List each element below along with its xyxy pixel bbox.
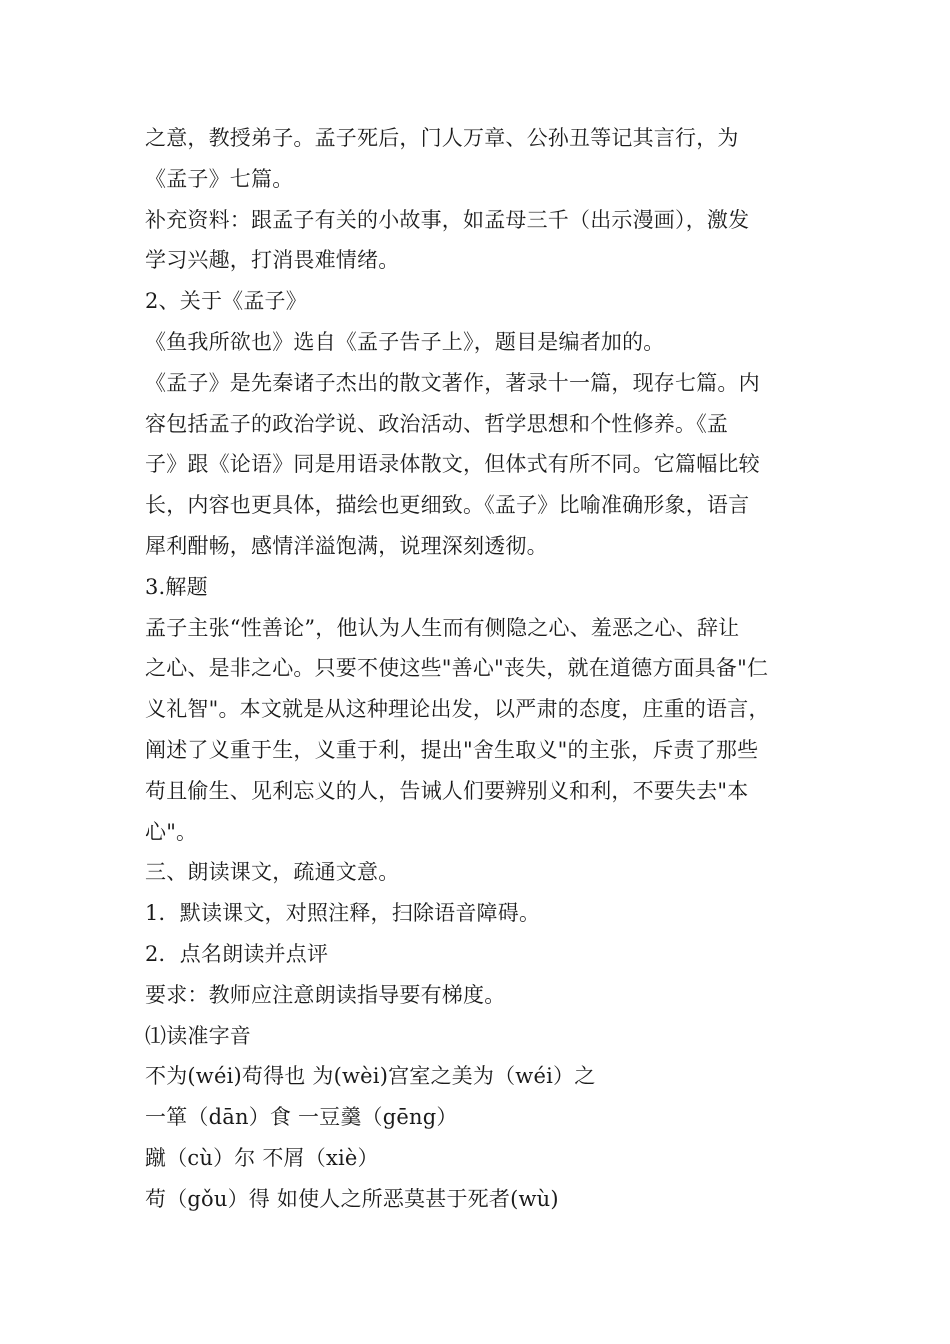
text-line: 《孟子》七篇。 xyxy=(145,166,294,191)
text-line: 学习兴趣，打消畏难情绪。 xyxy=(145,248,400,273)
pronunciation-line: 一箪（dān）食 一豆羹（gēng） xyxy=(145,1105,458,1130)
list-item: 1．默读课文，对照注释，扫除语音障碍。 xyxy=(145,901,541,926)
pronunciation-line: 不为(wéi)苟得也 为(wèi)宫室之美为（wéi）之 xyxy=(145,1064,596,1089)
text-line: 苟且偷生、见利忘义的人，告诫人们要辨别义和利，不要失去"本 xyxy=(145,778,749,803)
text-line: 要求：教师应注意朗读指导要有梯度。 xyxy=(145,982,506,1007)
pronunciation-line: 苟（gǒu）得 如使人之所恶莫甚于死者(wù) xyxy=(145,1186,559,1211)
section-heading: 2、关于《孟子》 xyxy=(145,289,307,314)
text-line: 长，内容也更具体，描绘也更细致。《孟子》比喻准确形象，语言 xyxy=(145,493,750,518)
pronunciation-line: 蹴（cù）尔 不屑（xiè） xyxy=(145,1145,379,1170)
section-heading: 三、朗读课文，疏通文意。 xyxy=(145,860,400,885)
subsection-heading: ⑴读准字音 xyxy=(145,1023,251,1048)
text-line: 心"。 xyxy=(145,819,198,844)
list-item: 2．点名朗读并点评 xyxy=(145,941,329,966)
text-line: 子》跟《论语》同是用语录体散文，但体式有所不同。它篇幅比较 xyxy=(145,452,760,477)
text-line: 《鱼我所欲也》选自《孟子告子上》，题目是编者加的。 xyxy=(145,329,665,354)
text-line: 容包括孟子的政治学说、政治活动、哲学思想和个性修养。《孟 xyxy=(145,411,729,436)
text-line: 之意，教授弟子。孟子死后，门人万章、公孙丑等记其言行，为 xyxy=(145,126,739,150)
text-line: 阐述了义重于生，义重于利，提出"舍生取义"的主张，斥责了那些 xyxy=(145,737,759,762)
text-line: 义礼智"。本文就是从这种理论出发，以严肃的态度，庄重的语言， xyxy=(145,697,770,722)
text-line: 《孟子》是先秦诸子杰出的散文著作，著录十一篇，现存七篇。内 xyxy=(145,370,760,395)
text-line: 犀利酣畅，感情洋溢饱满，说理深刻透彻。 xyxy=(145,533,548,558)
text-line: 之心、是非之心。只要不使这些"善心"丧失，就在道德方面具备"仁 xyxy=(145,656,769,681)
section-heading: 3.解题 xyxy=(145,574,208,599)
text-line: 补充资料：跟孟子有关的小故事，如孟母三千（出示漫画），激发 xyxy=(145,207,750,232)
document-body xyxy=(145,118,805,1220)
text-line: 孟子主张“性善论”，他认为人生而有侧隐之心、羞恶之心、辞让 xyxy=(145,615,740,640)
